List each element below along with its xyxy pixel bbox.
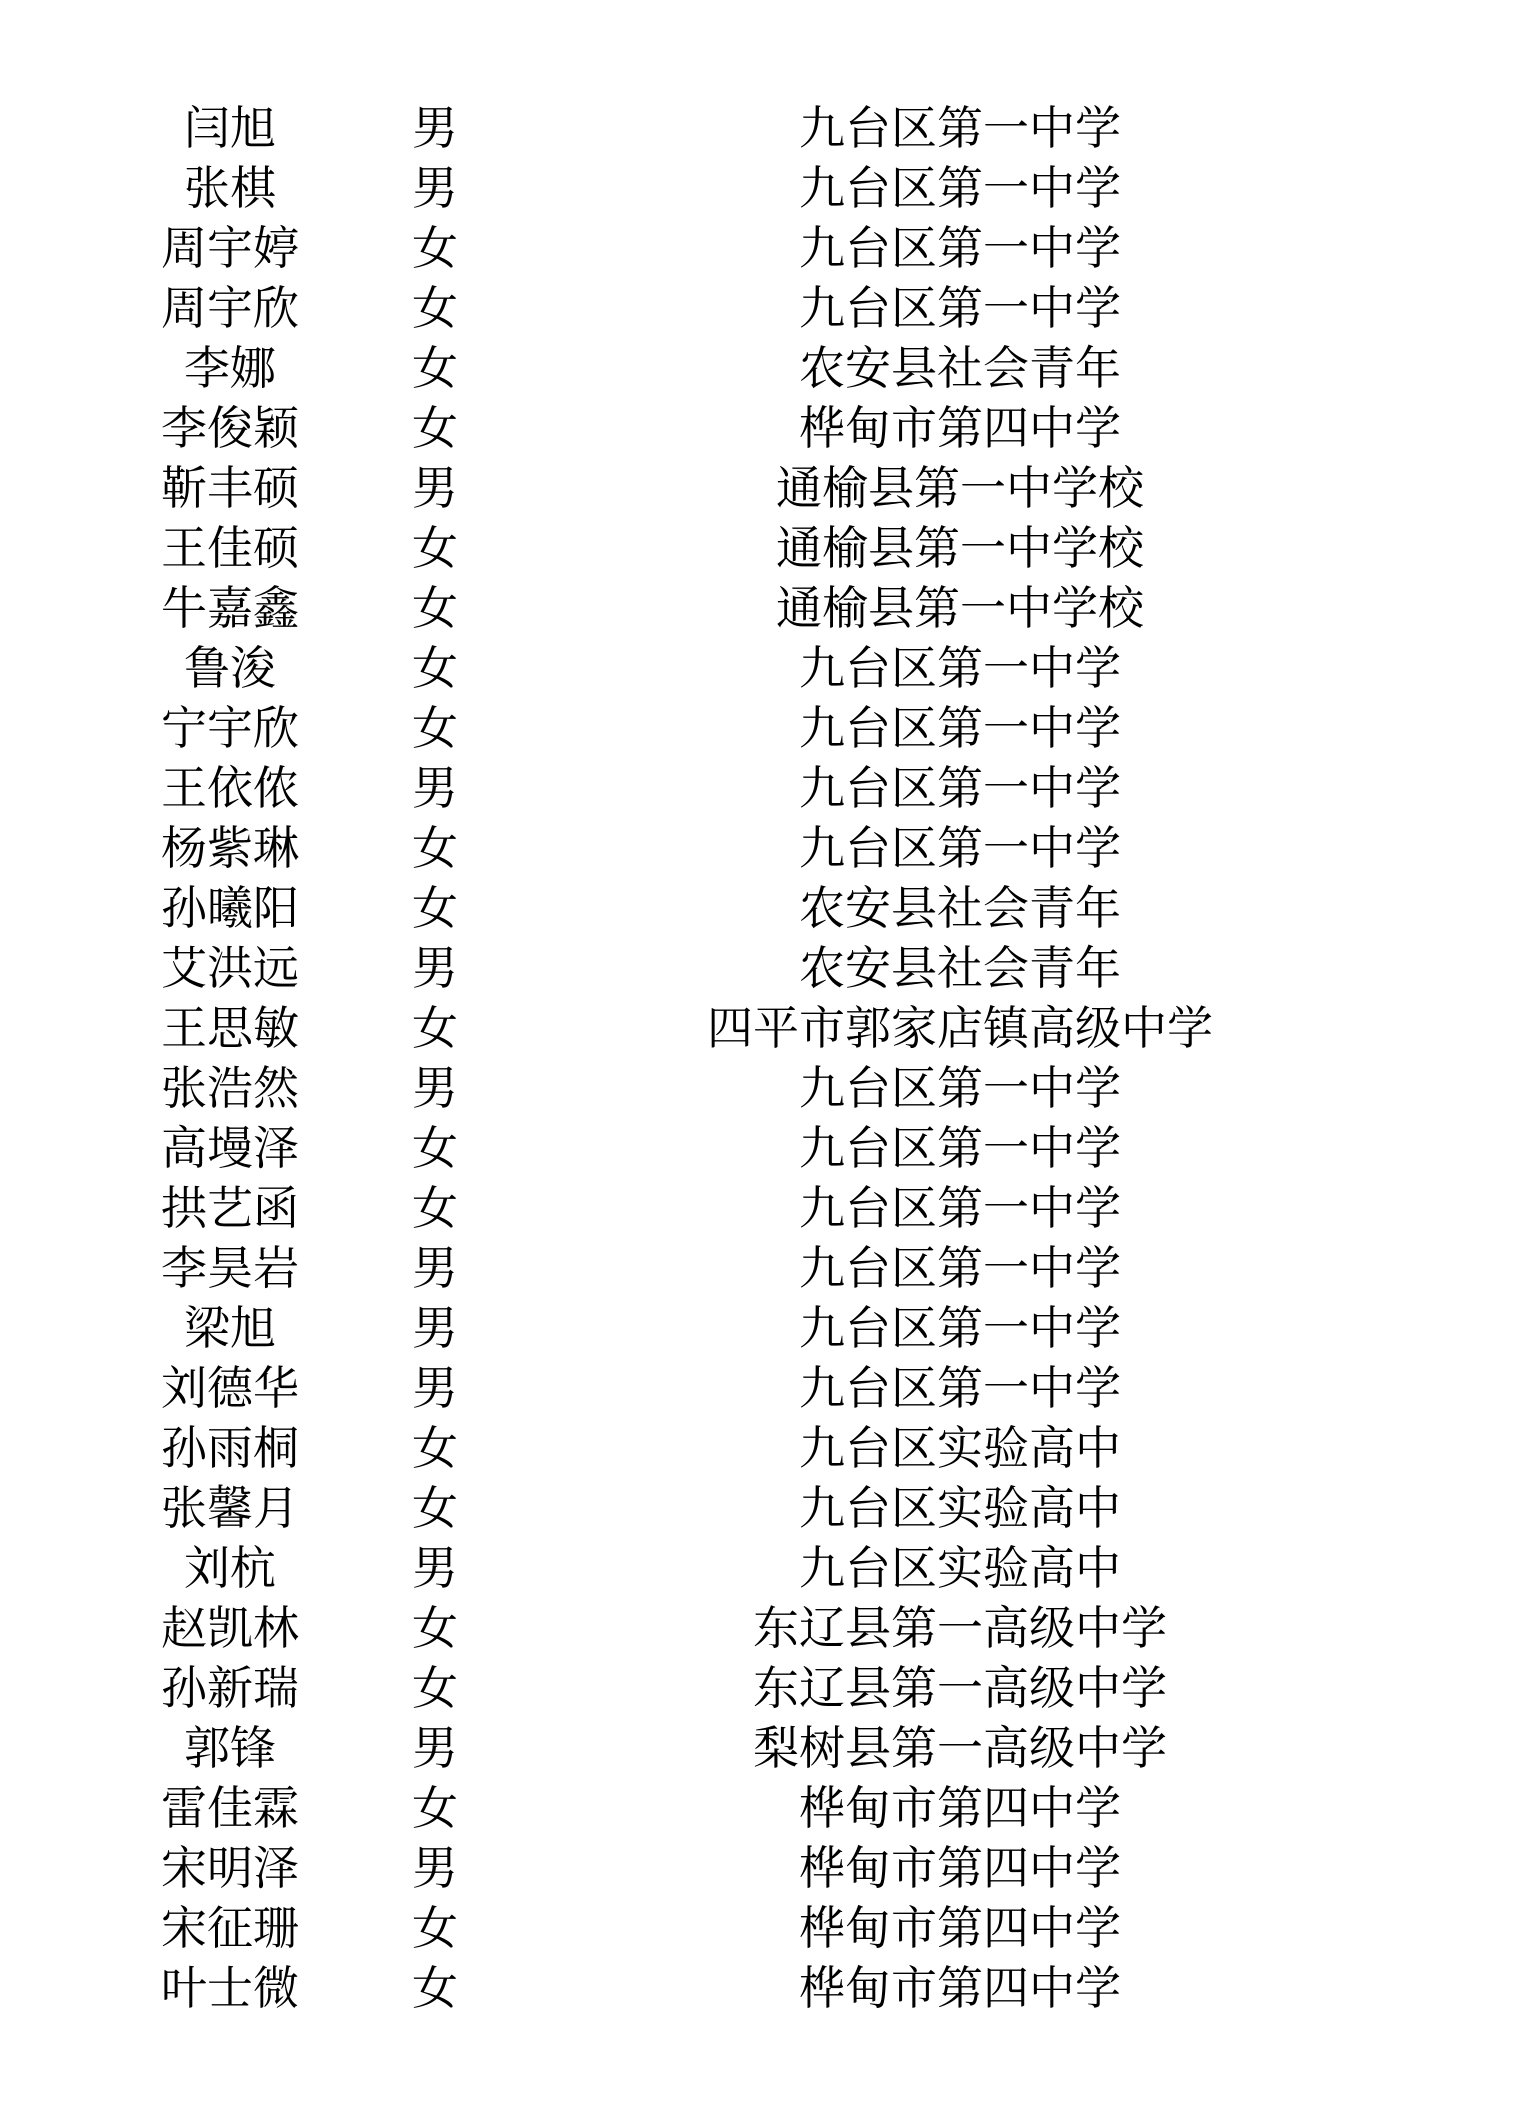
roster-row <box>0 1718 1522 1778</box>
student-gender: 女 <box>412 1781 458 1835</box>
student-gender: 女 <box>412 221 458 275</box>
student-school: 九台区第一中学 <box>799 161 1121 215</box>
roster-row <box>0 1298 1522 1358</box>
student-gender: 女 <box>412 521 458 575</box>
student-name: 张棋 <box>184 161 276 215</box>
student-school: 九台区第一中学 <box>799 101 1121 155</box>
student-gender: 男 <box>412 1061 458 1115</box>
student-school: 桦甸市第四中学 <box>799 1961 1121 2015</box>
student-school: 九台区实验高中 <box>799 1541 1121 1595</box>
roster-row <box>0 938 1522 998</box>
roster-row <box>0 998 1522 1058</box>
student-school: 农安县社会青年 <box>799 341 1121 395</box>
student-school: 桦甸市第四中学 <box>799 1901 1121 1955</box>
student-gender: 男 <box>412 1721 458 1775</box>
student-gender: 男 <box>412 1541 458 1595</box>
roster-row <box>0 698 1522 758</box>
student-gender: 女 <box>412 401 458 455</box>
roster-row <box>0 1418 1522 1478</box>
student-gender: 女 <box>412 1421 458 1475</box>
student-name: 宋明泽 <box>161 1841 299 1895</box>
student-name: 高墁泽 <box>161 1121 299 1175</box>
roster-row <box>0 578 1522 638</box>
roster-row <box>0 1178 1522 1238</box>
student-school: 九台区第一中学 <box>799 1301 1121 1355</box>
student-name: 艾洪远 <box>161 941 299 995</box>
roster-row <box>0 158 1522 218</box>
student-gender: 男 <box>412 1301 458 1355</box>
student-name: 赵凯林 <box>161 1601 299 1655</box>
student-gender: 女 <box>412 641 458 695</box>
student-school: 通榆县第一中学校 <box>776 461 1144 515</box>
student-name: 王佳硕 <box>161 521 299 575</box>
student-gender: 男 <box>412 761 458 815</box>
student-school: 九台区第一中学 <box>799 821 1121 875</box>
student-gender: 女 <box>412 701 458 755</box>
student-gender: 男 <box>412 101 458 155</box>
student-school: 九台区第一中学 <box>799 1241 1121 1295</box>
student-school: 梨树县第一高级中学 <box>753 1721 1167 1775</box>
student-name: 刘德华 <box>161 1361 299 1415</box>
roster-row <box>0 98 1522 158</box>
roster-row <box>0 278 1522 338</box>
student-school: 九台区第一中学 <box>799 1061 1121 1115</box>
roster-row <box>0 1358 1522 1418</box>
student-gender: 男 <box>412 461 458 515</box>
roster-row <box>0 1838 1522 1898</box>
student-school: 通榆县第一中学校 <box>776 521 1144 575</box>
student-gender: 男 <box>412 1241 458 1295</box>
student-gender: 女 <box>412 1121 458 1175</box>
student-school: 桦甸市第四中学 <box>799 401 1121 455</box>
student-gender: 女 <box>412 1961 458 2015</box>
student-school: 九台区第一中学 <box>799 1361 1121 1415</box>
student-name: 王思敏 <box>161 1001 299 1055</box>
roster-row <box>0 758 1522 818</box>
student-gender: 女 <box>412 1901 458 1955</box>
student-school: 四平市郭家店镇高级中学 <box>707 1001 1213 1055</box>
roster-row <box>0 1238 1522 1298</box>
roster-row <box>0 518 1522 578</box>
student-gender: 女 <box>412 881 458 935</box>
student-gender: 女 <box>412 1661 458 1715</box>
roster-row <box>0 1478 1522 1538</box>
student-name: 雷佳霖 <box>161 1781 299 1835</box>
student-gender: 女 <box>412 1481 458 1535</box>
student-name: 郭锋 <box>184 1721 276 1775</box>
roster-row <box>0 1658 1522 1718</box>
student-gender: 男 <box>412 1841 458 1895</box>
roster-row <box>0 1058 1522 1118</box>
roster-row <box>0 338 1522 398</box>
student-name: 孙新瑞 <box>161 1661 299 1715</box>
roster-row <box>0 218 1522 278</box>
student-school: 农安县社会青年 <box>799 881 1121 935</box>
student-gender: 男 <box>412 1361 458 1415</box>
student-school: 通榆县第一中学校 <box>776 581 1144 635</box>
student-school: 东辽县第一高级中学 <box>753 1661 1167 1715</box>
student-name: 张馨月 <box>161 1481 299 1535</box>
student-school: 九台区第一中学 <box>799 221 1121 275</box>
student-name: 刘杭 <box>184 1541 276 1595</box>
student-name: 闫旭 <box>184 101 276 155</box>
student-gender: 男 <box>412 161 458 215</box>
roster-row <box>0 1958 1522 2018</box>
student-gender: 女 <box>412 1001 458 1055</box>
student-gender: 女 <box>412 1181 458 1235</box>
student-name: 周宇欣 <box>161 281 299 335</box>
student-gender: 女 <box>412 341 458 395</box>
student-name: 靳丰硕 <box>161 461 299 515</box>
student-gender: 女 <box>412 821 458 875</box>
student-school: 九台区第一中学 <box>799 1121 1121 1175</box>
student-name: 杨紫琳 <box>161 821 299 875</box>
roster-row <box>0 1118 1522 1178</box>
student-gender: 男 <box>412 941 458 995</box>
student-name: 李娜 <box>184 341 276 395</box>
student-school: 九台区第一中学 <box>799 641 1121 695</box>
student-school: 桦甸市第四中学 <box>799 1781 1121 1835</box>
student-name: 宋征珊 <box>161 1901 299 1955</box>
student-name: 李昊岩 <box>161 1241 299 1295</box>
student-gender: 女 <box>412 581 458 635</box>
student-school: 九台区第一中学 <box>799 701 1121 755</box>
student-school: 九台区实验高中 <box>799 1481 1121 1535</box>
student-gender: 女 <box>412 1601 458 1655</box>
student-name: 牛嘉鑫 <box>161 581 299 635</box>
student-name: 张浩然 <box>161 1061 299 1115</box>
student-school: 农安县社会青年 <box>799 941 1121 995</box>
roster-row <box>0 398 1522 458</box>
roster-row <box>0 818 1522 878</box>
student-name: 孙雨桐 <box>161 1421 299 1475</box>
student-name: 叶士微 <box>161 1961 299 2015</box>
student-name: 李俊颖 <box>161 401 299 455</box>
student-name: 孙曦阳 <box>161 881 299 935</box>
student-name: 王依侬 <box>161 761 299 815</box>
student-school: 九台区实验高中 <box>799 1421 1121 1475</box>
student-gender: 女 <box>412 281 458 335</box>
roster-row <box>0 1778 1522 1838</box>
roster-row <box>0 878 1522 938</box>
roster-row <box>0 458 1522 518</box>
student-roster <box>0 98 1522 2018</box>
student-school: 东辽县第一高级中学 <box>753 1601 1167 1655</box>
roster-row <box>0 1598 1522 1658</box>
student-school: 九台区第一中学 <box>799 281 1121 335</box>
roster-row <box>0 638 1522 698</box>
roster-row <box>0 1898 1522 1958</box>
student-name: 周宇婷 <box>161 221 299 275</box>
student-name: 宁宇欣 <box>161 701 299 755</box>
student-name: 梁旭 <box>184 1301 276 1355</box>
student-school: 九台区第一中学 <box>799 1181 1121 1235</box>
student-school: 九台区第一中学 <box>799 761 1121 815</box>
student-school: 桦甸市第四中学 <box>799 1841 1121 1895</box>
student-name: 鲁浚 <box>184 641 276 695</box>
student-name: 拱艺函 <box>161 1181 299 1235</box>
roster-row <box>0 1538 1522 1598</box>
